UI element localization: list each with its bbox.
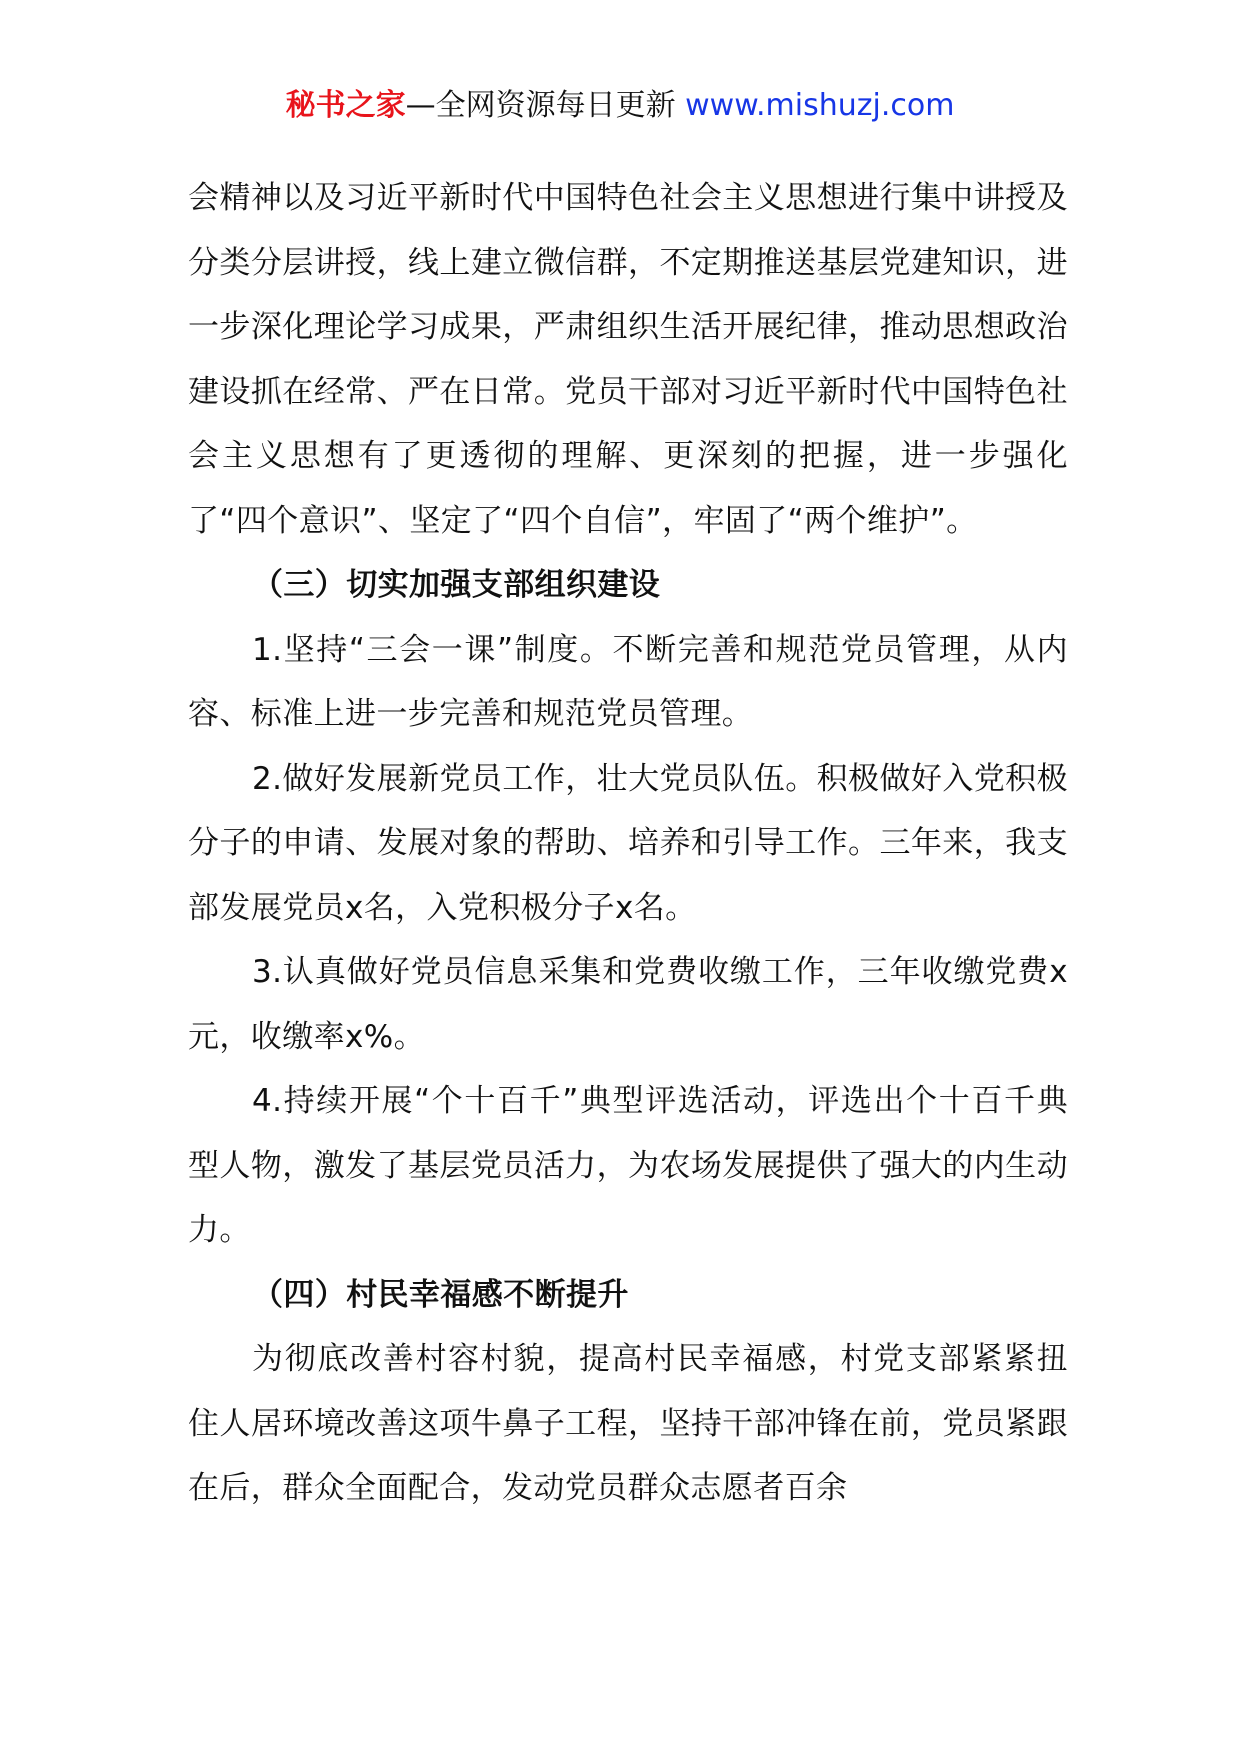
paragraph-body: 为彻底改善村容村貌，提高村民幸福感，村党支部紧紧扭住人居环境改善这项牛鼻子工程，坚持干部冲锋在前，党员紧跟在后，群众全面配合，发动党员群众志愿者百余	[188, 1341, 1068, 1506]
section-heading-3: （三）切实加强支部组织建设	[252, 567, 661, 603]
paragraph-item-2: 2.做好发展新党员工作，壮大党员队伍。积极做好入党积极分子的申请、发展对象的帮助、培养和引导工作。三年来，我支部发展党员x名，入党积极分子x名。	[188, 760, 1068, 926]
paragraph-continuation: 会精神以及习近平新时代中国特色社会主义思想进行集中讲授及分类分层讲授，线上建立微信群，不定期推送基层党建知识，进一步深化理论学习成果，严肃组织生活开展纪律，推动思想政治建设抓在经常、严在日常。党员干部对习近平新时代中国特色社会主义思想有了更透彻的理解、更深刻的把握，进一步强化了“四个意识”、坚定了“四个自信”，牢固了“两个维护”。	[188, 180, 1068, 539]
paragraph-item-1: 1.坚持“三会一课”制度。不断完善和规范党员管理，从内容、标准上进一步完善和规范党员管理。	[188, 631, 1068, 732]
paragraph-item-4: 4.持续开展“个十百千”典型评选活动，评选出个十百千典型人物，激发了基层党员活力，为农场发展提供了强大的内生动力。	[188, 1083, 1068, 1248]
document-body	[188, 166, 1068, 1521]
header-brand: 秘书之家	[285, 88, 406, 123]
paragraph-item-3: 3.认真做好党员信息采集和党费收缴工作，三年收缴党费x元，收缴率x%。	[188, 954, 1068, 1055]
header-url-link[interactable]: www.mishuzj.com	[685, 88, 955, 123]
section-heading-4: （四）村民幸福感不断提升	[252, 1276, 629, 1313]
header-tagline: —全网资源每日更新	[405, 88, 676, 123]
page-header	[0, 86, 1240, 126]
